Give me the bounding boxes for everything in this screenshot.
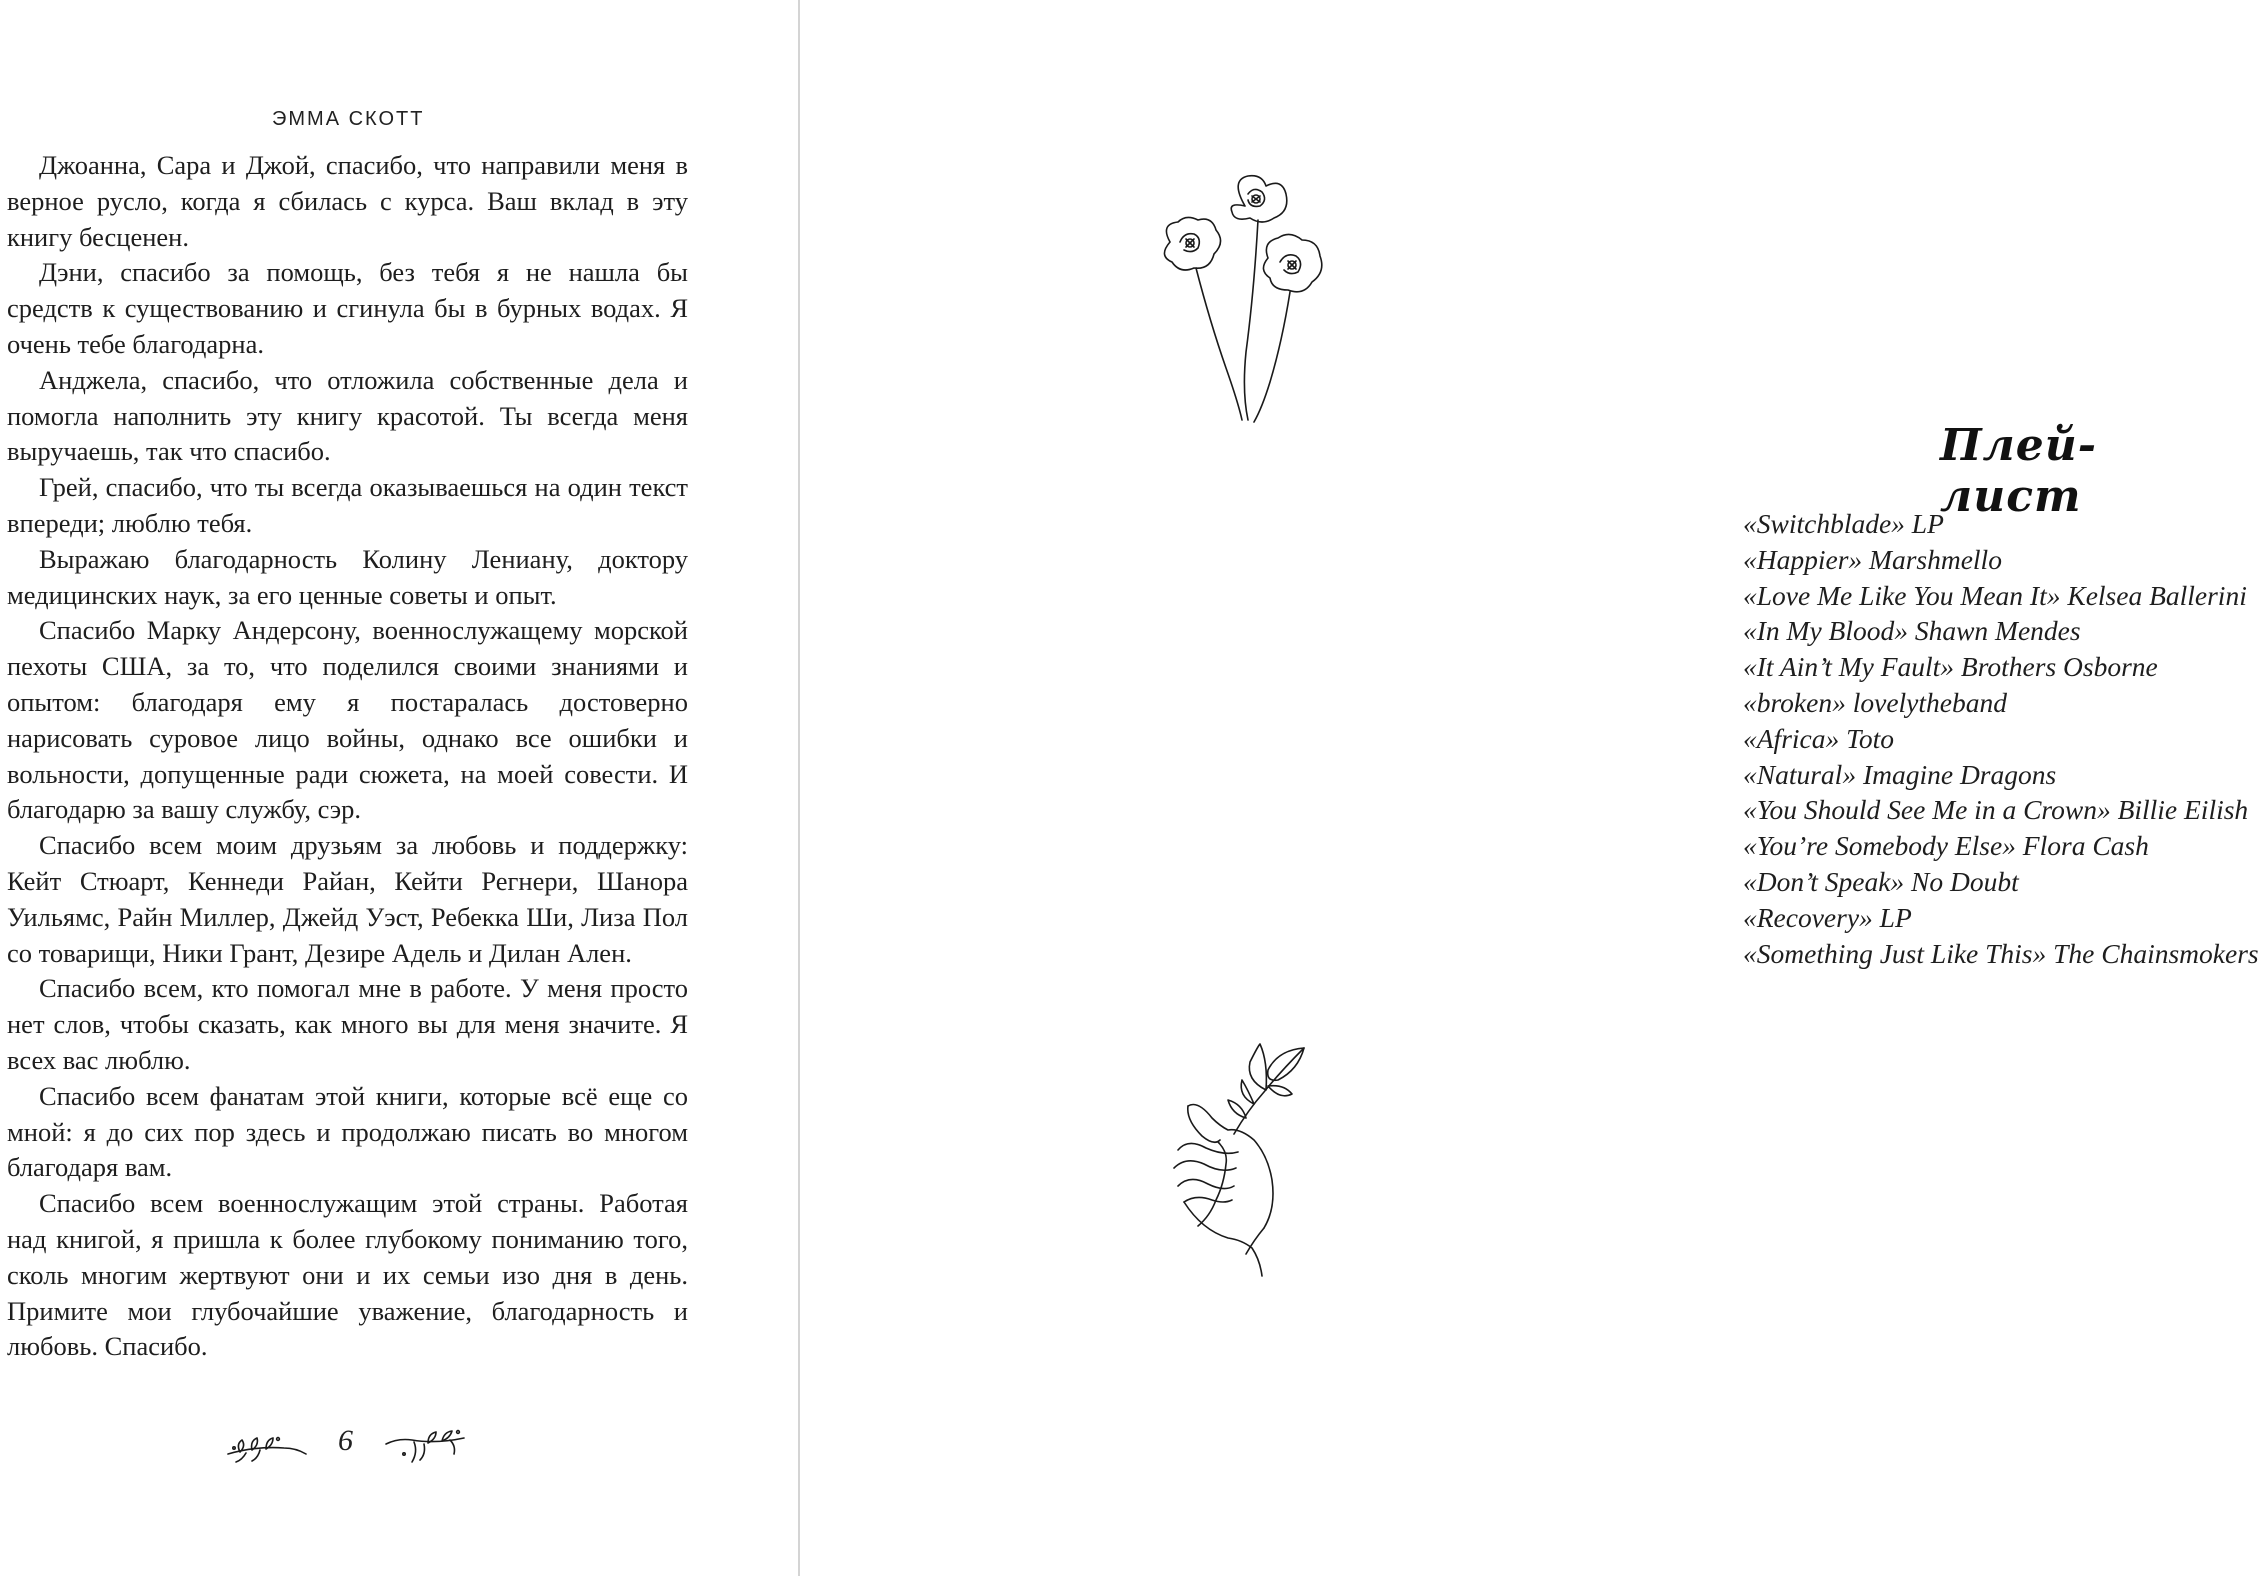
- playlist-item: «broken» lovelytheband: [1743, 686, 2007, 718]
- playlist-item: «Love Me Like You Mean It» Kelsea Ballerini: [1743, 579, 2247, 611]
- hand-holding-branch-icon: [1168, 1040, 1328, 1280]
- playlist-item: «Happier» Marshmello: [1743, 543, 2002, 575]
- paragraph: Грей, спасибо, что ты всегда оказываешься на один текст впереди; люблю тебя.: [7, 472, 688, 538]
- paragraph: Дэни, спасибо за помощь, без тебя я не нашла бы средств к существованию и сгинула бы в бурных водах. Я очень тебе благодарна.: [7, 257, 688, 359]
- playlist-item: «You’re Somebody Else» Flora Cash: [1743, 830, 2149, 862]
- playlist-item: «You Should See Me in a Crown» Billie Eilish: [1743, 794, 2249, 826]
- poppy-flowers-icon: [1150, 172, 1350, 424]
- paragraph: Анджела, спасибо, что отложила собственные дела и помогла наполнить эту книгу красотой. Ты всегда меня выручаешь, так что спасибо.: [7, 364, 688, 467]
- playlist-item: «Switchblade» LP: [1743, 508, 1944, 539]
- right-page: [800, 0, 2259, 1576]
- paragraph: Выражаю благодарность Колину Лениану, доктору медицинских наук, за его ценные советы и опыт.: [7, 543, 688, 610]
- paragraph: Джоанна, Сара и Джой, спасибо, что направили меня в верное русло, когда я сбилась с курса. Ваш вклад в эту книгу бесценен.: [7, 150, 688, 252]
- playlist-item: «Don’t Speak» No Doubt: [1743, 865, 2019, 897]
- acknowledgements-text: [7, 148, 688, 1365]
- paragraph: Спасибо всем, кто помогал мне в работе. У меня просто нет слов, чтобы сказать, как много вы для меня значите. Я всех вас люблю.: [7, 973, 688, 1075]
- paragraph: Спасибо Марку Андерсону, военнослужащему морской пехоты США, за то, что поделился своими знаниями и опытом: благодаря ему я постаралась достоверно нарисовать суровое лицо войны, однако все ошибки и вольности, допущенные ради сюжета, на моей совести. И благодарю за вашу службу, сэр.: [7, 615, 688, 825]
- playlist-item: «Something Just Like This» The Chainsmokers: [1743, 937, 2259, 969]
- playlist-item: «In My Blood» Shawn Mendes: [1743, 615, 2081, 647]
- running-head: ЭММА СКОТТ: [272, 108, 425, 130]
- paragraph: Спасибо всем моим друзьям за любовь и поддержку: Кейт Стюарт, Кеннеди Райан, Кейти Регнери, Шанора Уильямс, Райн Миллер, Джейд Уэст, Ребекка Ши, Лиза Пол со товарищи, Ники Грант, Дезире Адель и Дилан Ален.: [7, 830, 688, 968]
- playlist-item: «Recovery» LP: [1743, 901, 1912, 933]
- leaf-sprig-icon: [226, 1428, 308, 1468]
- paragraph: Спасибо всем фанатам этой книги, которые всё еще со мной: я до сих пор здесь и продолжаю писать во многом благодаря вам.: [7, 1080, 688, 1183]
- paragraph: Спасибо всем военнослужащим этой страны. Работая над книгой, я пришла к более глубокому пониманию того, сколь многим жертвуют они и их семьи изо дня в день. Примите мои глубочайшие уважение, благодарность и любовь. Спасибо.: [7, 1188, 688, 1362]
- left-page: [0, 0, 798, 1576]
- playlist-item: «Africa» Toto: [1743, 722, 1895, 754]
- page-number: 6: [338, 1424, 353, 1457]
- playlist: [1743, 506, 2259, 971]
- playlist-title: Плей-лист: [1940, 420, 2098, 522]
- leaf-sprig-icon: [384, 1426, 466, 1468]
- playlist-item: «It Ain’t My Fault» Brothers Osborne: [1743, 651, 2158, 683]
- playlist-item: «Natural» Imagine Dragons: [1743, 758, 2057, 790]
